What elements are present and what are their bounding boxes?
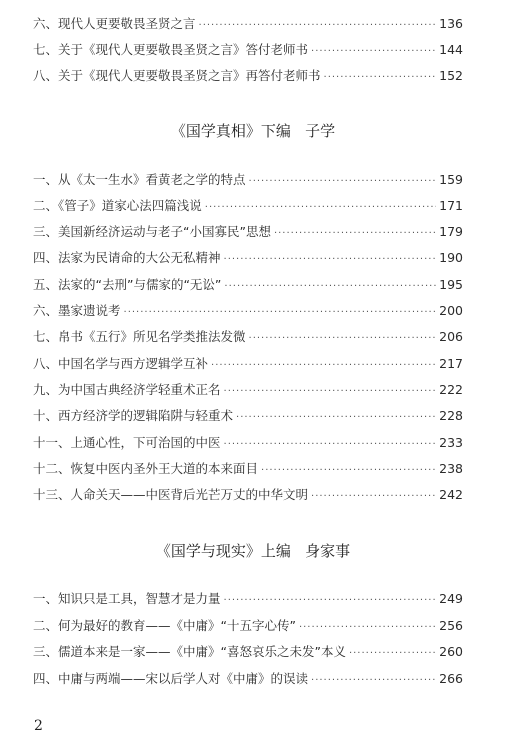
toc-entry-page: 152: [439, 68, 463, 83]
toc-entry: [33, 302, 463, 320]
toc-entry-page: 171: [439, 198, 463, 213]
toc-entry-title: 四、法家为民请命的大公无私精神: [33, 250, 221, 265]
toc-entry-title: 六、现代人更要敬畏圣贤之言: [33, 16, 196, 31]
toc-leader-dots: [199, 17, 437, 35]
toc-entry-title: 十二、恢复中医内圣外王大道的本来面目: [33, 461, 259, 476]
toc-entry-page: 233: [439, 435, 463, 450]
toc-entry-title: 二、《管子》道家心法四篇浅说: [33, 198, 202, 213]
toc-entry-page: 179: [439, 224, 463, 239]
toc-entry: [33, 197, 463, 215]
toc-leader-dots: [299, 619, 436, 637]
toc-entry-page: 190: [439, 250, 463, 265]
toc-entry-title: 十三、人命关天——中医背后光芒万丈的中华文明: [33, 487, 309, 502]
toc-entry-title: 一、知识只是工具，智慧才是力量: [33, 591, 221, 606]
toc-entry-title: 七、帛书《五行》所见名学类推法发微: [33, 329, 246, 344]
toc-leader-dots: [224, 436, 437, 454]
toc-entry-page: 228: [439, 408, 463, 423]
toc-entry-title: 八、关于《现代人更要敬畏圣贤之言》再答付老师书: [33, 68, 321, 83]
toc-leader-dots: [349, 645, 436, 663]
toc-entry-title: 七、关于《现代人更要敬畏圣贤之言》答付老师书: [33, 42, 309, 57]
toc-entry-page: 200: [439, 303, 463, 318]
toc-entry-page: 260: [439, 644, 463, 659]
toc-entry-title: 十一、上通心性，下可治国的中医: [33, 435, 221, 450]
toc-entry-title: 二、何为最好的教育——《中庸》“十五字心传”: [33, 618, 296, 633]
toc-leader-dots: [211, 357, 436, 375]
toc-entry: [33, 41, 463, 59]
toc-leader-dots: [224, 592, 437, 610]
toc-entry-page: 144: [439, 42, 463, 57]
toc-leader-dots: [261, 462, 436, 480]
toc-leader-dots: [224, 383, 437, 401]
toc-entry-page: 217: [439, 356, 463, 371]
toc-entry: [33, 328, 463, 346]
toc-entry: [33, 171, 463, 189]
toc-entry-page: 136: [439, 16, 463, 31]
toc-entry: [33, 249, 463, 267]
toc-entry: [33, 15, 463, 33]
toc-entry-title: 十、西方经济学的逻辑陷阱与轻重术: [33, 408, 234, 423]
toc-leader-dots: [249, 330, 437, 348]
toc-entry-page: 266: [439, 671, 463, 686]
section-heading: 《国学真相》下编 子学: [170, 122, 336, 140]
toc-leader-dots: [124, 304, 437, 322]
toc-entry-page: 242: [439, 487, 463, 502]
toc-entry-page: 256: [439, 618, 463, 633]
toc-leader-dots: [224, 278, 436, 296]
toc-entry-page: 195: [439, 277, 463, 292]
toc-entry-page: 222: [439, 382, 463, 397]
toc-entry: [33, 486, 463, 504]
toc-entry: [33, 460, 463, 478]
toc-entry-title: 四、中庸与两端——宋以后学人对《中庸》的误读: [33, 671, 309, 686]
toc-entry: [33, 381, 463, 399]
toc-entry: [33, 643, 463, 661]
toc-entry-page: 206: [439, 329, 463, 344]
toc-leader-dots: [311, 672, 436, 690]
toc-entry-page: 249: [439, 591, 463, 606]
toc-leader-dots: [236, 409, 436, 427]
toc-entry: [33, 407, 463, 425]
toc-entry: [33, 276, 463, 294]
toc-entry: [33, 355, 463, 373]
toc-entry-title: 五、法家的“去刑”与儒家的“无讼”: [33, 277, 222, 292]
toc-entry-page: 238: [439, 461, 463, 476]
toc-leader-dots: [205, 199, 436, 217]
page-number: 2: [34, 718, 43, 734]
toc-entry-title: 三、儒道本来是一家——《中庸》“喜怒哀乐之未发”本义: [33, 644, 346, 659]
toc-entry-page: 159: [439, 172, 463, 187]
toc-entry: [33, 434, 463, 452]
toc-entry-title: 六、墨家遗说考: [33, 303, 121, 318]
toc-leader-dots: [224, 251, 437, 269]
toc-entry-title: 一、从《太一生水》看黄老之学的特点: [33, 172, 246, 187]
toc-entry: [33, 223, 463, 241]
toc-entry-title: 八、中国名学与西方逻辑学互补: [33, 356, 209, 371]
toc-entry-title: 九、为中国古典经济学轻重术正名: [33, 382, 221, 397]
section-heading: 《国学与现实》上编 身家事: [155, 542, 351, 560]
toc-leader-dots: [311, 488, 436, 506]
toc-leader-dots: [324, 69, 437, 87]
toc-entry: [33, 590, 463, 608]
toc-leader-dots: [311, 43, 436, 61]
toc-entry: [33, 67, 463, 85]
toc-leader-dots: [249, 173, 437, 191]
toc-entry: [33, 617, 463, 635]
toc-entry-title: 三、美国新经济运动与老子“小国寡民”思想: [33, 224, 271, 239]
toc-leader-dots: [274, 225, 436, 243]
toc-entry: [33, 670, 463, 688]
